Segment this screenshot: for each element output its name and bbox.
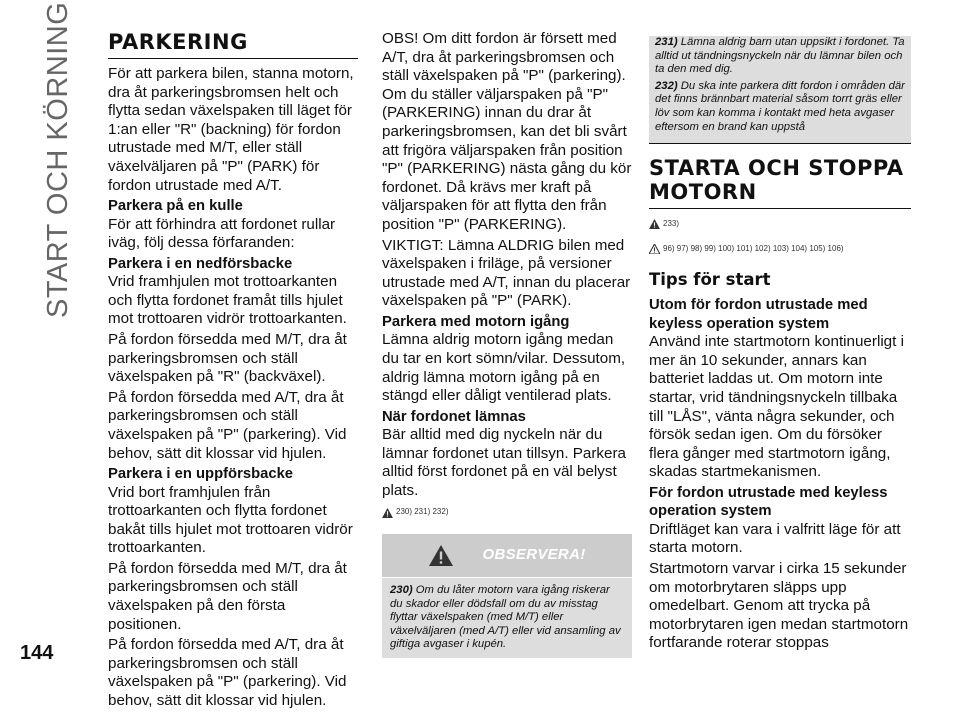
paragraph: Lämna aldrig motorn igång medan du tar en kort sömn/vilar. Dessutom, aldrig lämna motorn igång på en stängd eller dåligt ventilerad plats.	[382, 331, 626, 405]
reference-numbers: 230) 231) 232)	[396, 507, 449, 517]
paragraph: För att förhindra att fordonet rullar iväg, följ dessa förfaranden:	[108, 215, 336, 252]
warning-text: Om du låter motorn vara igång riskerar du skador eller dödsfall om du av misstag flyttar växelspaken (med M/T) eller växelväljaren (med A/T) eller vid ansamling av giftiga avgaser i kupén.	[390, 584, 621, 651]
warning-box-header	[382, 534, 632, 578]
section-heading-parkering: PARKERING	[108, 30, 358, 59]
chapter-label: START OCH KÖRNING	[42, 1, 74, 318]
subheading: Parkera i en uppförsbacke	[108, 466, 294, 483]
paragraph: För att parkera bilen, stanna motorn, dra åt parkeringsbromsen helt och flytta sedan växelspaken till läget för 1:an eller "R" (backning) för fordon utrustade med M/T, eller ställ växelväljaren på "P" (PARK) för fordon utrustade med A/T.	[108, 65, 354, 194]
reference-list	[649, 215, 911, 234]
subsection-heading: Tips för start	[649, 270, 771, 290]
paragraph: Bär alltid med dig nyckeln när du lämnar fordonet utan tillsyn. Parkera alltid först fordonet på en väl belyst plats.	[382, 426, 626, 499]
paragraph: På fordon försedda med A/T, dra åt parkeringsbromsen och ställ växelspaken på "P" (parkering). Vid behov, sätt dit klossar vid hjulen.	[108, 636, 347, 710]
paragraph: Driftläget kan vara i valfritt läge för att starta motorn.	[649, 520, 901, 557]
note-number: 230)	[390, 584, 413, 597]
note-number: 231)	[655, 36, 678, 48]
reference-numbers: 233)	[663, 219, 680, 229]
reference-list	[382, 503, 632, 522]
column-2	[382, 30, 632, 658]
subheading: Parkera med motorn igång	[382, 313, 570, 330]
column-3	[649, 36, 911, 655]
reference-list	[649, 240, 911, 259]
note-number: 232)	[655, 79, 678, 92]
subheading: Parkera på en kulle	[108, 198, 243, 215]
paragraph: Använd inte startmotorn kontinuerligt i mer än 10 sekunder, annars kan batteriet laddas ut. Om motorn inte startar, vrid tändningsnyckeln tillbaka till "LÅS", vänta några sekunder, och försök sedan igen. Om du försöker flera gånger med startmotorn igång, skadas startmekanismen.	[649, 333, 904, 481]
paragraph: VIKTIGT: Lämna ALDRIG bilen med växelspaken i friläge, på versioner utrustade med A/T, innan du placerar växelspaken på "P" (PARK).	[382, 236, 631, 310]
paragraph: Vrid framhjulen mot trottoarkanten och flytta fordonet framåt tills hjulet mot trottoaren vidrör trottoarkanten.	[108, 273, 347, 328]
paragraph: OBS! Om ditt fordon är försett med A/T, dra åt parkeringsbromsen och ställ växelspaken på "P" (parkering). Om du ställer väljarspaken på "P" (PARKERING) innan du drar åt parkeringsbromsen, kan det bli svårt att frigöra väljarspaken från position "P" (PARKERING) nästa gång du kör fordonet. Då krävs mer kraft på väljarspaken för att flytta den från position "P" (PARKERING).	[382, 30, 632, 233]
paragraph: På fordon försedda med M/T, dra åt parkeringsbromsen och ställ växelspaken på den första positionen.	[108, 559, 347, 633]
paragraph: Startmotorn varvar i cirka 15 sekunder om motorbrytaren släpps upp omedelbart. Genom att trycka på motorbrytaren igen medan startmotorn fortfarande roterar stoppas	[649, 559, 909, 652]
chapter-sidebar	[18, 1, 74, 318]
subheading: När fordonet lämnas	[382, 408, 526, 425]
subheading: Parkera i en nedförsbacke	[108, 255, 293, 272]
warning-title: OBSERVERA!	[482, 546, 586, 564]
reference-numbers: 96) 97) 98) 99) 100) 101) 102) 103) 104) 105) 106)	[663, 243, 844, 253]
warning-triangle-icon	[649, 219, 660, 229]
paragraph: På fordon försedda med A/T, dra åt parkeringsbromsen och ställ växelspaken på "P" (parkering). Vid behov, sätt dit klossar vid hjulen.	[108, 388, 347, 462]
subheading: För fordon utrustade med keyless operation system	[649, 484, 888, 520]
warning-triangle-icon	[428, 544, 454, 567]
warning-box-body	[382, 578, 632, 658]
paragraph: Vrid bort framhjulen från trottoarkanten och flytta fordonet bakåt tills hjulet mot trottoaren vidrör trottoarkanten.	[108, 483, 353, 557]
note-text: Lämna aldrig barn utan uppsikt i fordonet. Ta alltid ut tändningsnyckeln när du lämnar bilen och ta den med dig.	[655, 36, 905, 76]
column-1	[108, 30, 358, 713]
warning-triangle-icon	[382, 508, 393, 518]
warning-notes	[649, 36, 911, 144]
paragraph: På fordon försedda med M/T, dra åt parkeringsbromsen och ställ växelspaken på "R" (backväxel).	[108, 330, 347, 386]
note-text: Du ska inte parkera ditt fordon i områden där det finns brännbart material såsom torrt gräs eller löv som kan komma i kontakt med heta avgaser eftersom en brand kan uppstå	[655, 79, 905, 133]
section-heading-starta: STARTA OCH STOPPA MOTORN	[649, 156, 911, 209]
caution-triangle-icon	[649, 244, 660, 254]
subheading: Utom för fordon utrustade med keyless operation system	[649, 297, 868, 332]
page-number: 144	[20, 642, 54, 664]
